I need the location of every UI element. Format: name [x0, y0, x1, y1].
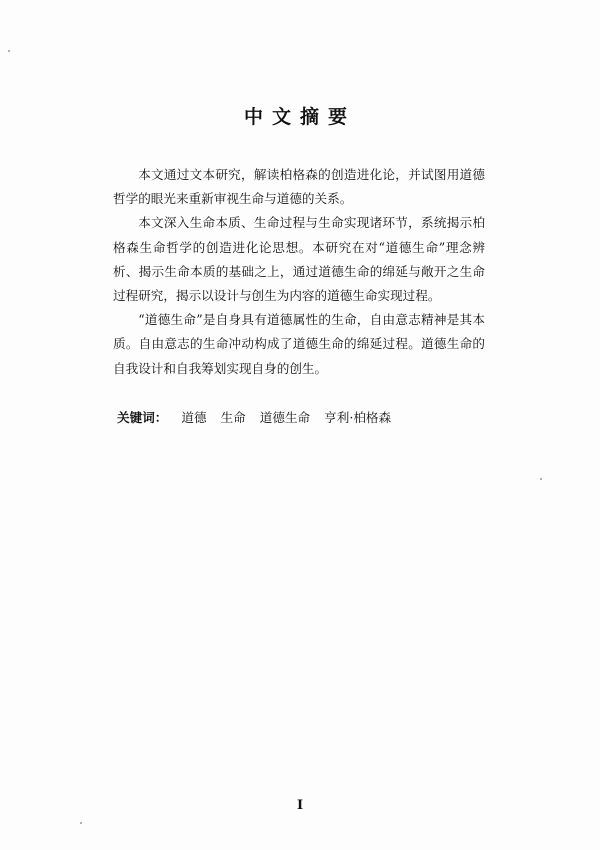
- abstract-paragraph: “道德生命”是自身具有道德属性的生命，自由意志精神是其本质。自由意志的生命冲动构成了道德生命的绵延过程。道德生命的自我设计和自我筹划实现自身的创生。: [113, 312, 485, 376]
- abstract-body: [113, 163, 485, 381]
- scan-speck: [8, 50, 10, 52]
- abstract-paragraph: 本文深入生命本质、生命过程与生命实现诸环节，系统揭示柏格森生命哲学的创造进化论思想。本研究在对“道德生命”理念辨析、揭示生命本质的基础之上，通过道德生命的绵延与敞开之生命过程研究，揭示以设计与创生为内容的道德生命实现过程。: [113, 215, 485, 304]
- abstract-paragraph: 本文通过文本研究，解读柏格森的创造进化论，并试图用道德哲学的眼光来重新审视生命与道德的关系。: [113, 167, 485, 207]
- keywords-label: 关键词：: [117, 410, 168, 425]
- page-number: I: [296, 798, 304, 813]
- page-title: 中文摘要: [243, 106, 356, 128]
- keyword-item: 亨利·柏格森: [324, 410, 392, 425]
- keywords-line: [117, 407, 405, 426]
- keyword-item: 道德: [181, 410, 207, 425]
- keyword-item: 生命: [220, 410, 246, 425]
- scan-speck: [80, 822, 82, 824]
- scan-speck: [540, 478, 542, 480]
- keyword-item: 道德生命: [259, 410, 311, 425]
